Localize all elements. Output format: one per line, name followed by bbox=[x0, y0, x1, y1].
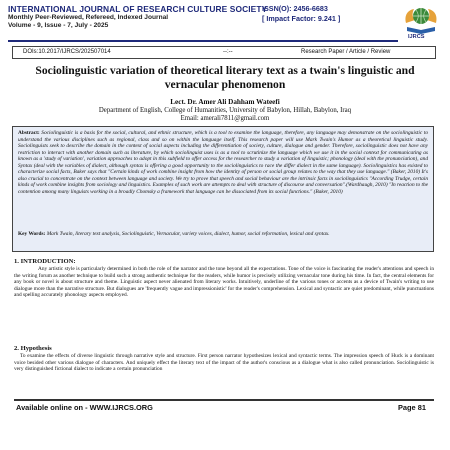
section-heading: 2. Hypothesis bbox=[14, 345, 52, 352]
section-heading: 1. INTRODUCTION: bbox=[14, 258, 76, 265]
doi-bar bbox=[12, 46, 436, 59]
footer-website: Available online on - WWW.IJRCS.ORG bbox=[16, 403, 153, 412]
author-name: Lect. Dr. Amer Ali Dahham Wateefi bbox=[170, 98, 280, 106]
author-affiliation: Department of English, College of Humanities, University of Babylon, Hillah, Babylon, Iraq bbox=[98, 107, 352, 114]
journal-issn: ISSN(O): 2456-6683 bbox=[262, 4, 328, 13]
keywords-text: Mark Twain, literary text analysis, Sociolinguistic, Vernacular, variety voices, dialect, humor, social reformation, lexical and syntax. bbox=[46, 231, 330, 237]
abstract bbox=[18, 130, 428, 195]
logo-text: IJRCS bbox=[408, 34, 425, 40]
keywords bbox=[18, 231, 428, 238]
header-divider bbox=[8, 40, 398, 42]
journal-subtitle: Monthly Peer-Reviewed, Refereed, Indexed Journal bbox=[8, 14, 169, 21]
article-type: Research Paper / Article / Review bbox=[301, 48, 391, 55]
journal-name: INTERNATIONAL JOURNAL OF RESEARCH CULTURE SOCIETY bbox=[8, 4, 268, 14]
author-email: Email: amerali7811@gmail.com bbox=[180, 115, 270, 122]
journal-impact-factor: [ Impact Factor: 9.241 ] bbox=[262, 14, 341, 23]
abstract-text: Sociolinguistic is a basis for the social, cultural, and ethnic structure, which is a tool to examine the language, therefore, any language may demonstrate on the sociolinguistic to understand the various disciplines such as regional, class and so on within the language itself. This research paper will use Mark Twain's Humor as a theoretical linguistic study. Sociolinguists seek to describe the domain in the context of social aspects including the differentiation of society, culture, dialogue and gender. Therefore, sociolinguistic does not have any restriction to interact with another domain such as literature, by which sociolinguist uses is as a tool to scrutinize the language which we use it in the social context for communicating as known as a 'study of variation', variation approaches to adopt in this subfield to offer access for the researcher to study a variation of linguistic; phonology (deal with the pronunciation), and Syntax (deal with the variables of dialect, although syntax is offering a good opportunity to the sociolinguistics to race the differ dialect in the same language). Sociolinguistics has existed to characterize social facts, Baker says that "Certain kinds of work combine insight from how the identity of person or social group relates to the way that they use language." (Baker, 2010) It's also crucial to concentrate on the context between language and society. We try to prove that speech and social behaviour are the intrinsic facts in sociolinguistics "According Trudge, certain kinds of work combine insights from sociology and linguistics. Examples of such work are attempts to deal with structure of discourse and conversation".(Wardhaugh, 2010) "In reaction to the contention among many linguists working in a broadly Chomsky a framework that language can be dissociated from its social functions." (Baker, 2010) bbox=[18, 130, 428, 195]
journal-logo-icon bbox=[398, 1, 444, 47]
abstract-box bbox=[12, 126, 434, 252]
keywords-label: Key Words: bbox=[18, 231, 46, 237]
section-paragraph: To examine the effects of diverse linguistic through narrative style and structure. First person narrator hypothesizes lexical and syntactic terms. The impression speech of Huck is a dominant voice besided other various dialogue of characters. And uniquely effect the literary text of the impact of the author's conscious as a dialogue what is also called pronunciation. Sociolinguistic is very distinguished fictional dialect to indicate a certain pronunciation bbox=[14, 353, 434, 373]
journal-volume: Volume - 9, Issue - 7, July - 2025 bbox=[8, 22, 109, 29]
abstract-label: Abstract: bbox=[18, 130, 40, 136]
section-paragraph: Any artistic style is particularly determined in both the role of the narrator and the tone beyond all the expectations. Tone of the voice is fascinating the reader's attentions and speech in the writing forum as another technique to build such a strong authentic technique for the readers, while humor is precisely utilizing vernacular tone during his time. In fact, the central elements for any book or novel is about structure and theme. Linguistic aspect never alienated from literary works. Intuitively, underline of the various tones or accents as a device of Twain's writing to use dialogue more than the narrative structure. But dialogues are 'frequently vague and impressionistic' for the reader's comprehension. Lexical and syntactic are quiet predominant, while punctuations and spelling accurately phonology aspects employed. bbox=[14, 266, 434, 299]
doi-text: DOIs:10.2017/IJRCS/202507014 bbox=[23, 48, 111, 55]
footer-divider bbox=[14, 399, 434, 401]
journal-header bbox=[0, 0, 450, 38]
doi-separator: --:-- bbox=[223, 48, 233, 55]
article-title: Sociolinguistic variation of theoretical literary text as a twain's linguistic and vernacular phenomenon bbox=[35, 64, 415, 91]
page-number: Page 81 bbox=[398, 403, 426, 412]
